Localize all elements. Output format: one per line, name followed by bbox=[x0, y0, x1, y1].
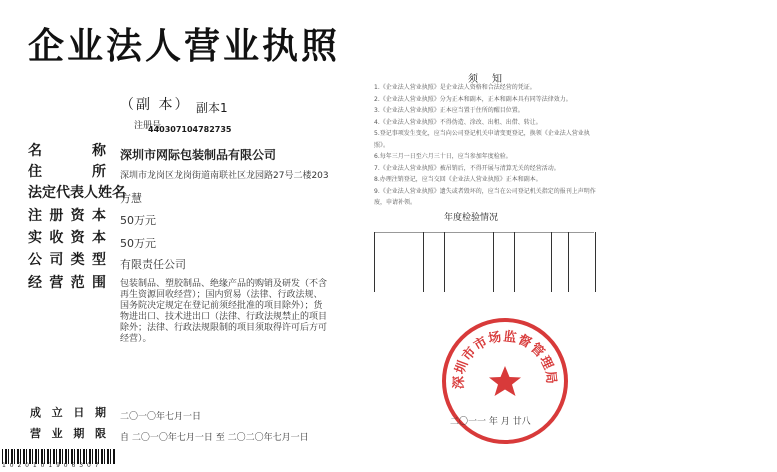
registration-number: 440307104782735 bbox=[148, 125, 232, 134]
field-value-registered-capital: 50万元 bbox=[120, 214, 156, 227]
inspection-cell bbox=[374, 232, 424, 292]
field-value-paid-capital: 50万元 bbox=[120, 237, 156, 250]
barcode-number: 1 0 2 0 1 0 1 9 0 6 3 0 7 bbox=[2, 462, 100, 469]
date-label-established: 成立日期 bbox=[30, 406, 106, 419]
seal-date: 二〇一一 年 月 廿八 bbox=[450, 417, 531, 427]
date-label-business-term: 营业期限 bbox=[30, 427, 106, 440]
field-value-company-type: 有限责任公司 bbox=[120, 258, 186, 271]
notice-item: 3.《企业法人营业执照》正本应当置于住所的醒目位置。 bbox=[374, 107, 524, 114]
date-value-established: 二〇一〇年七月一日 bbox=[120, 412, 202, 422]
copy-type-label: （副 本） bbox=[120, 97, 191, 113]
seal-star-icon bbox=[489, 366, 521, 396]
document-title: 企业法人营业执照 bbox=[28, 26, 341, 67]
field-label-business-scope: 经营范围 bbox=[28, 275, 106, 291]
annual-inspection-title: 年度检验情况 bbox=[444, 213, 499, 223]
field-value-name: 深圳市网际包装制品有限公司 bbox=[120, 148, 277, 162]
notice-item: 4.《企业法人营业执照》不得伪造、涂改、出租、出借、转让。 bbox=[374, 118, 542, 126]
field-label-registered-capital: 注册资本 bbox=[28, 208, 106, 224]
inspection-cell bbox=[568, 232, 596, 292]
field-label-legal-rep: 法定代表人姓名 bbox=[28, 185, 126, 201]
field-value-address: 深圳市龙岗区龙岗街道南联社区龙园路27号二楼203 bbox=[120, 171, 329, 181]
field-label-company-type: 公司类型 bbox=[28, 252, 106, 268]
notice-item: 9.《企业法人营业执照》遗失或者毁坏的，应当在公司登记机关指定的报刊上声明作废，申请补领。 bbox=[374, 187, 596, 206]
notice-item: 1.《企业法人营业执照》是企业法人资格和合法经营的凭证。 bbox=[374, 84, 536, 91]
field-value-legal-rep: 方慧 bbox=[120, 192, 142, 205]
inspection-cell bbox=[444, 232, 494, 292]
field-label-paid-capital: 实收资本 bbox=[28, 230, 106, 246]
notice-item: 7.《企业法人营业执照》被吊销后，不得开展与清算无关的经营活动。 bbox=[374, 164, 560, 172]
notice-item: 6.每年三月一日至六月三十日，应当参加年度检验。 bbox=[374, 153, 512, 160]
date-value-business-term: 自 二〇一〇年七月一日 至 二〇二〇年七月一日 bbox=[120, 433, 309, 443]
copy-number: 副本1 bbox=[196, 101, 228, 115]
registration-label: 注册号 bbox=[134, 121, 162, 131]
field-label-address: 住所 bbox=[28, 164, 106, 180]
notice-item: 2.《企业法人营业执照》分为正本和副本，正本和副本具有同等法律效力。 bbox=[374, 95, 572, 103]
field-label-name: 名称 bbox=[28, 143, 106, 159]
inspection-cell bbox=[514, 232, 552, 292]
business-scope-text: 包装制品、塑胶制品、绝缘产品的购销及研发（不含再生资源回收经营）；国内贸易（法律、行政法规、国务院决定规定在登记前须经批准的项目除外）；货物进出口、技术进出口（法律、行政法规禁止的项目除外；法律、行政法规限制的项目须取得许可后方可经营）。 bbox=[120, 279, 328, 344]
notice-title: 须知 bbox=[468, 74, 516, 85]
notice-item: 8.办理注销登记，应当交回《企业法人营业执照》正本和副本。 bbox=[374, 176, 542, 183]
seal-text: 深圳市市场监督管理局 bbox=[451, 329, 559, 390]
notice-item: 5.登记事项发生变化，应当向公司登记机关申请变更登记，换领《企业法人营业执照》。 bbox=[374, 130, 590, 149]
notice-list bbox=[374, 82, 598, 209]
